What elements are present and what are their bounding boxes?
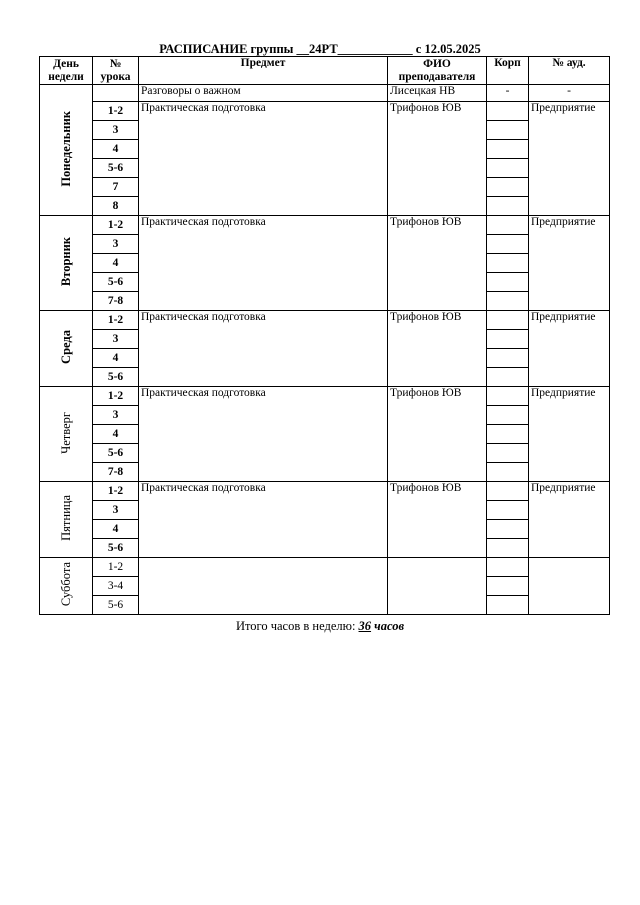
- teacher-cell: [388, 558, 487, 615]
- header-teacher: ФИО преподавателя: [388, 57, 487, 85]
- lesson-number: 4: [93, 520, 139, 539]
- day-cell: [40, 387, 93, 482]
- building-cell: [487, 178, 529, 197]
- lesson-number: 4: [93, 254, 139, 273]
- lesson-number: 1-2: [93, 311, 139, 330]
- lesson-number: 4: [93, 349, 139, 368]
- day-name: Среда: [58, 330, 73, 364]
- room-cell: Предприятие: [529, 311, 610, 387]
- room-cell: Предприятие: [529, 102, 610, 216]
- room-cell: [529, 558, 610, 615]
- lesson-number: 5-6: [93, 368, 139, 387]
- subject-cell: Разговоры о важном: [139, 85, 388, 102]
- building-cell: [487, 216, 529, 235]
- lesson-number: 4: [93, 140, 139, 159]
- building-cell: [487, 444, 529, 463]
- building-cell: [487, 140, 529, 159]
- teacher-cell: Лисецкая НВ: [388, 85, 487, 102]
- header-building: Корп: [487, 57, 529, 85]
- teacher-cell: Трифонов ЮВ: [388, 216, 487, 311]
- building-cell: [487, 292, 529, 311]
- room-cell: Предприятие: [529, 482, 610, 558]
- day-name: Понедельник: [58, 110, 73, 187]
- day-name: Суббота: [58, 562, 73, 607]
- lesson-number: 7-8: [93, 463, 139, 482]
- building-cell: [487, 425, 529, 444]
- weekly-total: [0, 619, 640, 634]
- building-cell: [487, 121, 529, 140]
- teacher-cell: Трифонов ЮВ: [388, 102, 487, 216]
- table-row: [40, 311, 610, 330]
- building-cell: [487, 159, 529, 178]
- lesson-number: 5-6: [93, 596, 139, 615]
- lesson-number: 7-8: [93, 292, 139, 311]
- subject-cell: Практическая подготовка: [139, 216, 388, 311]
- header-subject: Предмет: [139, 57, 388, 85]
- day-cell: [40, 85, 93, 216]
- table-row: [40, 482, 610, 501]
- building-cell: -: [487, 85, 529, 102]
- day-name: Четверг: [58, 411, 73, 454]
- lesson-number: 3: [93, 501, 139, 520]
- table-row: [40, 216, 610, 235]
- building-cell: [487, 577, 529, 596]
- building-cell: [487, 235, 529, 254]
- lesson-number: 3: [93, 406, 139, 425]
- day-cell: [40, 482, 93, 558]
- day-name: Вторник: [58, 236, 73, 287]
- room-cell: Предприятие: [529, 387, 610, 482]
- subject-cell: Практическая подготовка: [139, 482, 388, 558]
- subject-cell: Практическая подготовка: [139, 311, 388, 387]
- lesson-number: 1-2: [93, 482, 139, 501]
- schedule-body: [40, 85, 610, 615]
- lesson-number-empty: [93, 85, 139, 102]
- building-cell: [487, 273, 529, 292]
- lesson-number: 1-2: [93, 387, 139, 406]
- building-cell: [487, 406, 529, 425]
- building-cell: [487, 197, 529, 216]
- total-label: Итого часов в неделю:: [235, 619, 356, 633]
- building-cell: [487, 520, 529, 539]
- building-cell: [487, 387, 529, 406]
- day-name: Пятница: [58, 495, 73, 541]
- lesson-number: 5-6: [93, 539, 139, 558]
- subject-cell: [139, 558, 388, 615]
- building-cell: [487, 558, 529, 577]
- building-cell: [487, 463, 529, 482]
- lesson-number: 3: [93, 235, 139, 254]
- lesson-number: 5-6: [93, 444, 139, 463]
- teacher-cell: Трифонов ЮВ: [388, 482, 487, 558]
- day-cell: [40, 311, 93, 387]
- lesson-number: 1-2: [93, 102, 139, 121]
- table-row: [40, 85, 610, 102]
- room-cell: Предприятие: [529, 216, 610, 311]
- lesson-number: 1-2: [93, 216, 139, 235]
- header-row: [40, 57, 610, 85]
- page-title: РАСПИСАНИЕ группы __24РТ____________ с 12.05.2025: [159, 42, 481, 56]
- building-cell: [487, 539, 529, 558]
- building-cell: [487, 596, 529, 615]
- day-cell: [40, 216, 93, 311]
- lesson-number: 1-2: [93, 558, 139, 577]
- table-row: [40, 387, 610, 406]
- lesson-number: 3: [93, 330, 139, 349]
- building-cell: [487, 482, 529, 501]
- building-cell: [487, 349, 529, 368]
- total-hours: 36: [358, 619, 372, 633]
- building-cell: [487, 311, 529, 330]
- building-cell: [487, 501, 529, 520]
- building-cell: [487, 330, 529, 349]
- building-cell: [487, 102, 529, 121]
- teacher-cell: Трифонов ЮВ: [388, 387, 487, 482]
- building-cell: [487, 368, 529, 387]
- teacher-cell: Трифонов ЮВ: [388, 311, 487, 387]
- lesson-number: 8: [93, 197, 139, 216]
- total-unit: часов: [374, 619, 405, 633]
- subject-cell: Практическая подготовка: [139, 387, 388, 482]
- lesson-number: 3-4: [93, 577, 139, 596]
- lesson-number: 4: [93, 425, 139, 444]
- lesson-number: 3: [93, 121, 139, 140]
- subject-cell: Практическая подготовка: [139, 102, 388, 216]
- header-room: № ауд.: [529, 57, 610, 85]
- table-row: [40, 102, 610, 121]
- lesson-number: 5-6: [93, 159, 139, 178]
- lesson-number: 7: [93, 178, 139, 197]
- building-cell: [487, 254, 529, 273]
- lesson-number: 5-6: [93, 273, 139, 292]
- day-cell: [40, 558, 93, 615]
- header-day: День недели: [40, 57, 93, 85]
- header-lesson: № урока: [93, 57, 139, 85]
- table-row: [40, 558, 610, 577]
- room-cell: -: [529, 85, 610, 102]
- schedule-table: [39, 56, 610, 615]
